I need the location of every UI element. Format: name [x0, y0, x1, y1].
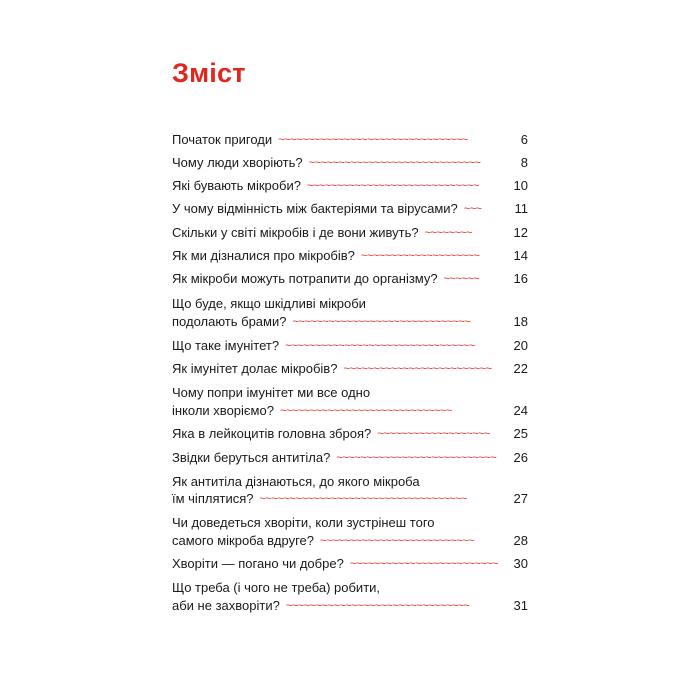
toc-leader: ~~~~~~~~~~~~~~~~~~~~~~~~~~~~~: [279, 405, 452, 417]
toc-leader: ~~~~~~~~~~~~~~~~~~~~~~~~~: [343, 363, 492, 375]
toc-entry-title: Як антитіла дізнаються, до якого мікроба: [172, 474, 420, 489]
toc-leader: ~~~~~~~~~~~~~~~~~~~~~~~~~~~~~~: [292, 316, 471, 328]
toc-page-number: 24: [513, 403, 528, 418]
toc-entry: [172, 270, 528, 288]
toc-leader: ~~~~~~~~~~~~~~~~~~~~~~~~~~~~~~~~: [285, 340, 475, 352]
toc-entry-title: Початок пригоди: [172, 132, 273, 147]
toc-entry: [172, 597, 528, 615]
toc-entry: [172, 154, 528, 172]
toc-page-number: 30: [513, 556, 528, 571]
toc-page-number: 8: [520, 155, 528, 170]
toc-entry-title: Як ми дізналися про мікробів?: [172, 248, 355, 263]
toc-entry-title: Як мікроби можуть потрапити до організму?: [172, 271, 438, 286]
toc-leader: ~~~~~~~~~~~~~~~~~~~: [377, 428, 490, 440]
toc-entry-title: Скільки у світі мікробів і де вони живуть?: [172, 225, 419, 240]
toc-entry-title: Чому попри імунітет ми все одно: [172, 385, 371, 400]
toc-entry: [172, 131, 528, 149]
toc-page-number: 20: [513, 338, 528, 353]
table-of-contents: [172, 0, 528, 700]
toc-entry-title: Яка в лейкоцитів головна зброя?: [172, 426, 372, 441]
toc-page-number: 27: [513, 491, 528, 506]
toc-entry-title: Хворіти — погано чи добре?: [172, 556, 344, 571]
toc-leader: ~~~~~~~~~~~~~~~~~~~~~~~~~~~~~~~~~~~: [259, 493, 467, 505]
toc-entry: [172, 449, 528, 467]
toc-leader: ~~~~~~~~~~~~~~~~~~~~~~~~~~~~~~~~: [278, 134, 468, 146]
toc-page-number: 16: [513, 271, 528, 286]
toc-entry-title: У чому відмінність між бактеріями та вірусами?: [172, 201, 458, 216]
toc-page-number: 6: [520, 132, 528, 147]
toc-entry-title-continued: аби не захворіти?: [172, 598, 280, 613]
toc-page-number: 25: [513, 426, 528, 441]
toc-leader: ~~~~~~~~~~~~~~~~~~~~~~~~~: [349, 558, 498, 570]
toc-entry-first-line: [172, 514, 528, 532]
toc-entry-title-continued: інколи хворіємо?: [172, 403, 274, 418]
toc-page-number: 26: [513, 450, 528, 465]
toc-leader: ~~~~~~~~~~~~~~~~~~~~~~~~~~~: [336, 452, 497, 464]
toc-entry-title: Що буде, якщо шкідливі мікроби: [172, 296, 366, 311]
toc-entry: [172, 200, 528, 218]
toc-entry: [172, 247, 528, 265]
toc-page-number: 22: [513, 361, 528, 376]
toc-entry-title: Чи доведеться хворіти, коли зустрінеш того: [172, 515, 435, 530]
toc-entry: [172, 177, 528, 195]
toc-entry-first-line: [172, 473, 528, 491]
toc-leader: ~~~~~~~~~~~~~~~~~~~~: [360, 250, 480, 262]
toc-entry-first-line: [172, 295, 528, 313]
toc-entry-title-continued: подолають брами?: [172, 314, 287, 329]
toc-entry: [172, 425, 528, 443]
toc-entry: [172, 490, 528, 508]
toc-page-number: 18: [513, 314, 528, 329]
toc-entry-title: Що треба (і чого не треба) робити,: [172, 580, 381, 595]
toc-entry: [172, 337, 528, 355]
toc-entry: [172, 555, 528, 573]
toc-entry-title: Чому люди хворіють?: [172, 155, 303, 170]
toc-leader: ~~~: [463, 203, 482, 215]
toc-entry: [172, 402, 528, 420]
toc-page-number: 31: [513, 598, 528, 613]
toc-page-number: 12: [513, 225, 528, 240]
toc-entry-title: Звідки беруться антитіла?: [172, 450, 331, 465]
toc-entry-title: Як імунітет долає мікробів?: [172, 361, 338, 376]
toc-leader: ~~~~~~~~~~~~~~~~~~~~~~~~~~: [320, 535, 475, 547]
toc-entry-title-continued: самого мікроба вдруге?: [172, 533, 315, 548]
page-title: Зміст: [172, 58, 246, 88]
toc-entry-title: Які бувають мікроби?: [172, 178, 301, 193]
toc-entry-first-line: [172, 579, 528, 597]
toc-entry-title-continued: їм чіплятися?: [172, 491, 254, 506]
toc-page-number: 14: [513, 248, 528, 263]
toc-leader: ~~~~~~: [443, 273, 480, 285]
toc-leader: ~~~~~~~~: [424, 227, 472, 239]
toc-leader: ~~~~~~~~~~~~~~~~~~~~~~~~~~~~~~~: [285, 600, 470, 612]
toc-page-number: 10: [513, 178, 528, 193]
toc-page-number: 28: [513, 533, 528, 548]
toc-page-number: 11: [514, 201, 528, 216]
toc-leader: ~~~~~~~~~~~~~~~~~~~~~~~~~~~~~: [306, 180, 479, 192]
toc-entry: [172, 224, 528, 242]
toc-entry-first-line: [172, 384, 528, 402]
toc-entry: [172, 360, 528, 378]
toc-leader: ~~~~~~~~~~~~~~~~~~~~~~~~~~~~~: [308, 157, 481, 169]
toc-entry: [172, 313, 528, 331]
toc-entry-title: Що таке імунітет?: [172, 338, 280, 353]
toc-entry: [172, 532, 528, 550]
